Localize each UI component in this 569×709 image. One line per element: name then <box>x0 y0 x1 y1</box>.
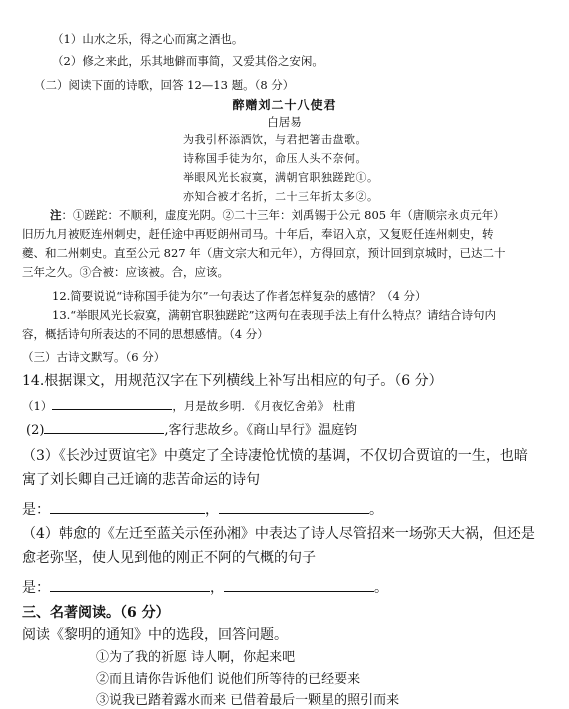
item-text: ,客行悲故乡。《商山早行》温庭钧 <box>164 423 358 438</box>
poem-line: 为我引杯添酒饮，与君把箸击盘歌。 <box>183 133 367 146</box>
answer-blank[interactable] <box>52 397 172 410</box>
text-line: （1）山水之乐，得之心而寓之酒也。 <box>52 32 244 46</box>
answer-blank[interactable] <box>50 501 205 514</box>
answer-blank[interactable] <box>219 501 369 514</box>
poem-title: 醉赠刘二十八使君 <box>232 98 337 112</box>
fill-item-3-answer: 是： ， 。 <box>22 502 383 518</box>
poem-line: 诗称国手徒为尔，命压人头不奈何。 <box>183 152 367 165</box>
excerpt-line: ②而且请你告诉他们 说他们所等待的已经要来 <box>96 672 361 687</box>
answer-blank[interactable] <box>224 579 374 592</box>
poem-line: 亦知合被才名折，二十三年折太多②。 <box>183 190 379 203</box>
note-label: 注 <box>50 208 62 222</box>
text-line: （2）修之来此，乐其地僻而事简，又爱其俗之安闲。 <box>52 54 324 68</box>
section-heading: 三、名著阅读。（6 分） <box>22 605 170 621</box>
question-13: 13.“举眼风光长寂寞，满朝官职独蹉跎”这两句在表现手法上有什么特点？请结合诗句内 <box>52 308 497 322</box>
question-14: 14.根据课文，用规范汉字在下列横线上补写出相应的句子。（6 分） <box>22 373 443 389</box>
note-line: 旧历九月被贬连州刺史，赶任途中再贬朗州司马。十年后，奉诏入京，又复贬任连州刺史，转 <box>22 227 494 241</box>
fill-item-3: （3）《长沙过贾谊宅》中奠定了全诗凄怆忧愤的基调，不仅切合贾谊的一生，也暗 <box>22 448 528 464</box>
fill-item-4-answer: 是： ， 。 <box>22 580 388 596</box>
fill-item-3-cont: 寓了刘长卿自己迁谪的悲苦命运的诗句 <box>22 472 260 488</box>
question-12: 12.简要说说“诗称国手徒为尔”一句表达了作者怎样复杂的感情？（4 分） <box>52 289 427 303</box>
excerpt-line: ①为了我的祈愿 诗人啊，你起来吧 <box>96 650 296 665</box>
fill-item-4: （4）韩愈的《左迁至蓝关示侄孙湘》中表达了诗人尽管招来一场弥天大祸，但还是 <box>22 526 535 542</box>
item-number: （1） <box>22 399 53 413</box>
poem-line: 举眼风光长寂寞，满朝官职独蹉跎①。 <box>183 171 379 184</box>
note-line: 夔、和二州刺史。直至公元 827 年（唐文宗大和元年），方得回京，预计回到京城时，已达二十 <box>22 246 506 260</box>
section-heading: （三）古诗文默写。（6 分） <box>22 350 166 364</box>
fill-item-4-cont: 愈老弥坚，使人见到他的刚正不阿的气概的句子 <box>22 550 316 566</box>
fill-item-1 <box>22 397 356 413</box>
section-intro: 阅读《黎明的通知》中的选段，回答问题。 <box>22 627 288 643</box>
fill-item-2 <box>26 421 357 437</box>
section-instruction: （二）阅读下面的诗歌，回答 12—13 题。（8 分） <box>34 78 295 92</box>
poem-author: 白居易 <box>267 115 302 129</box>
answer-blank[interactable] <box>50 579 210 592</box>
answer-blank[interactable] <box>44 421 164 434</box>
excerpt-line: ③说我已踏着露水而来 已借着最后一颗星的照引而来 <box>96 693 400 708</box>
item-number: (2) <box>26 423 45 438</box>
question-13-cont: 容，概括诗句所表达的不同的思想感情。（4 分） <box>22 327 269 341</box>
note-text: ：①蹉跎：不顺利，虚度光阴。②二十三年：刘禹锡于公元 805 年（唐顺宗永贞元年） <box>61 208 505 222</box>
note-line: 三年之久。③合被：应该被。合，应该。 <box>22 265 229 279</box>
note-line <box>50 210 505 222</box>
item-text: ，月是故乡明. 《月夜忆舍弟》 杜甫 <box>172 399 356 413</box>
